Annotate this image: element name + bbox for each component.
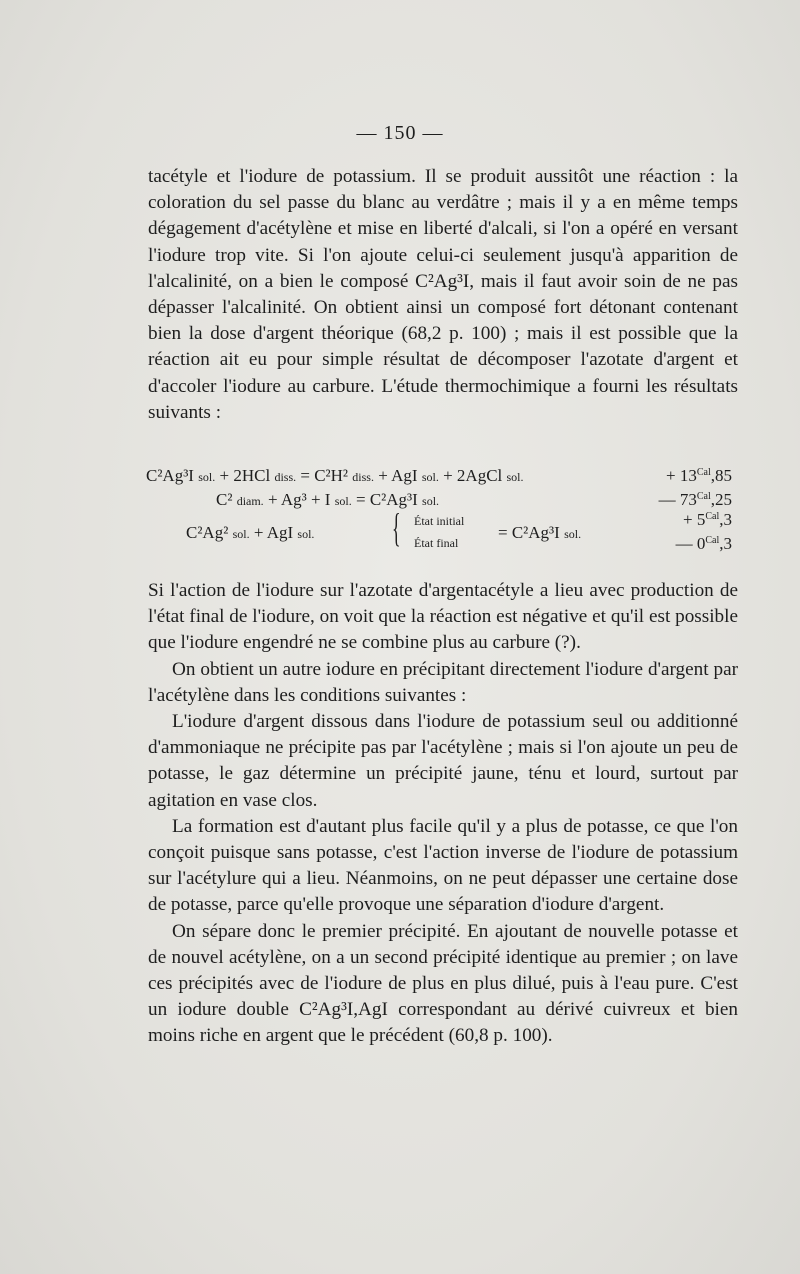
eq3-term-b: + AgI bbox=[253, 523, 294, 542]
eq1-state-e: sol. bbox=[506, 470, 524, 484]
eq2-value bbox=[659, 490, 732, 510]
eq1-state-d: sol. bbox=[421, 470, 439, 484]
eq3-left-brace: { bbox=[392, 505, 401, 550]
paragraph-2: Si l'action de l'iodure sur l'azotate d'argentacétyle a lieu avec production de l'état final de l'iodure, on voit que la réaction est négative et qu'il est possible que l'iodure engendré ne se combine plus au carbure (?). bbox=[148, 580, 738, 654]
eq3-term-a: C²Ag² bbox=[186, 523, 229, 542]
eq2-state-c: sol. bbox=[422, 494, 440, 508]
eq3-unit1: Cal bbox=[705, 511, 720, 522]
eq3-value1-dec: ,3 bbox=[719, 510, 732, 529]
eq1-term-e: + 2AgCl bbox=[443, 466, 503, 485]
page-number: — 150 — bbox=[356, 122, 444, 144]
paragraph-6: On sépare donc le premier précipité. En ajoutant de nouvelle potasse et de nouvel acétylène, on a un second précipité identique au premier ; on lave ces précipités avec de l'iodure de plus en plus dilué, puis à l'eau pure. C'est un iodure double C²Ag³I,AgI correspondant au dérivé cuivreux et bien moins riche en argent que le précédent (60,8 p. 100). bbox=[148, 920, 738, 1047]
eq3-states bbox=[414, 510, 464, 554]
eq3-value2-dec: ,3 bbox=[719, 534, 732, 553]
eq3-value-2 bbox=[676, 534, 732, 554]
equation-2 bbox=[216, 490, 439, 510]
eq1-term-d: + AgI bbox=[378, 466, 418, 485]
equation-3-lhs bbox=[186, 523, 314, 543]
paragraph-1-text: tacétyle et l'iodure de potassium. Il se produit aussitôt une réaction : la coloration du sel passe du blanc au verdâtre ; mais il y a en même temps dégagement d'acétylène et mise en liberté d'alcali, si l'on a opéré en versant l'iodure trop vite. Si l'on ajoute celui-ci seulement jusqu'à apparition de l'alcalinité, on a bien le composé C²Ag³I, mais il faut avoir soin de ne pas dépasser l'alcalinité. On obtient ainsi un composé fort détonant contenant bien la dose d'argent théorique (68,2 p. 100) ; mais il est possible que la réaction ait eu pour simple résultat de décomposer l'azotate d'argent et d'accoler l'iodure au carbure. L'étude thermochimique a fourni les résultats suivants : bbox=[148, 166, 738, 423]
eq2-term-c: = C²Ag³I bbox=[355, 490, 418, 509]
eq3-unit2: Cal bbox=[705, 535, 720, 546]
equation-1 bbox=[146, 466, 524, 486]
equation-3-rhs bbox=[498, 523, 581, 543]
eq1-state-b: diss. bbox=[274, 470, 297, 484]
eq3-state-c: sol. bbox=[564, 527, 582, 541]
eq1-unit: Cal bbox=[696, 467, 711, 478]
paragraph-3: On obtient un autre iodure en précipitant directement l'iodure d'argent par l'acétylène dans les conditions suivantes : bbox=[148, 658, 738, 706]
eq2-value-int: — 73 bbox=[658, 490, 697, 509]
paragraph-1 bbox=[148, 164, 738, 426]
eq3-state-a: sol. bbox=[232, 527, 250, 541]
eq3-value-1 bbox=[683, 510, 732, 530]
text-block-2 bbox=[148, 578, 738, 1050]
eq1-state-c: diss. bbox=[352, 470, 374, 484]
eq1-value bbox=[666, 466, 732, 486]
eq3-term-c: = C²Ag³I bbox=[498, 523, 560, 542]
eq2-term-a: C² bbox=[216, 490, 233, 509]
eq1-term-a: C²Ag³I bbox=[146, 466, 194, 485]
eq2-state-a: diam. bbox=[236, 494, 264, 508]
eq1-state-a: sol. bbox=[198, 470, 216, 484]
eq1-term-c: = C²H² bbox=[300, 466, 349, 485]
eq3-state-final: État final bbox=[414, 536, 459, 550]
eq3-state-initial: État initial bbox=[414, 514, 465, 528]
eq3-value1-int: + 5 bbox=[683, 510, 706, 529]
eq3-value2-int: — 0 bbox=[675, 534, 706, 553]
paragraph-5: La formation est d'autant plus facile qu'il y a plus de potasse, ce que l'on conçoit puisque sans potasse, c'est l'action inverse de l'iodure de potassium sur l'acétylure qui a lieu. Néanmoins, on ne peut dépasser une certaine dose de potasse, parce qu'elle provoque une séparation d'iodure d'argent. bbox=[148, 815, 738, 916]
eq1-term-b: + 2HCl bbox=[219, 466, 271, 485]
paragraph-4: L'iodure d'argent dissous dans l'iodure de potassium seul ou additionné d'ammoniaque ne précipite pas par l'acétylène ; mais si l'on ajoute un peu de potasse, le gaz détermine un précipité jaune, ténu et lourd, surtout par agitation en vase clos. bbox=[148, 711, 738, 811]
eq1-value-int: + 13 bbox=[666, 466, 697, 485]
eq2-state-b: sol. bbox=[334, 494, 352, 508]
eq2-unit: Cal bbox=[696, 491, 711, 502]
eq2-term-b: + Ag³ + I bbox=[267, 490, 331, 509]
eq3-state-b: sol. bbox=[297, 527, 315, 541]
eq2-value-dec: ,25 bbox=[710, 490, 732, 509]
eq1-value-dec: ,85 bbox=[710, 466, 732, 485]
